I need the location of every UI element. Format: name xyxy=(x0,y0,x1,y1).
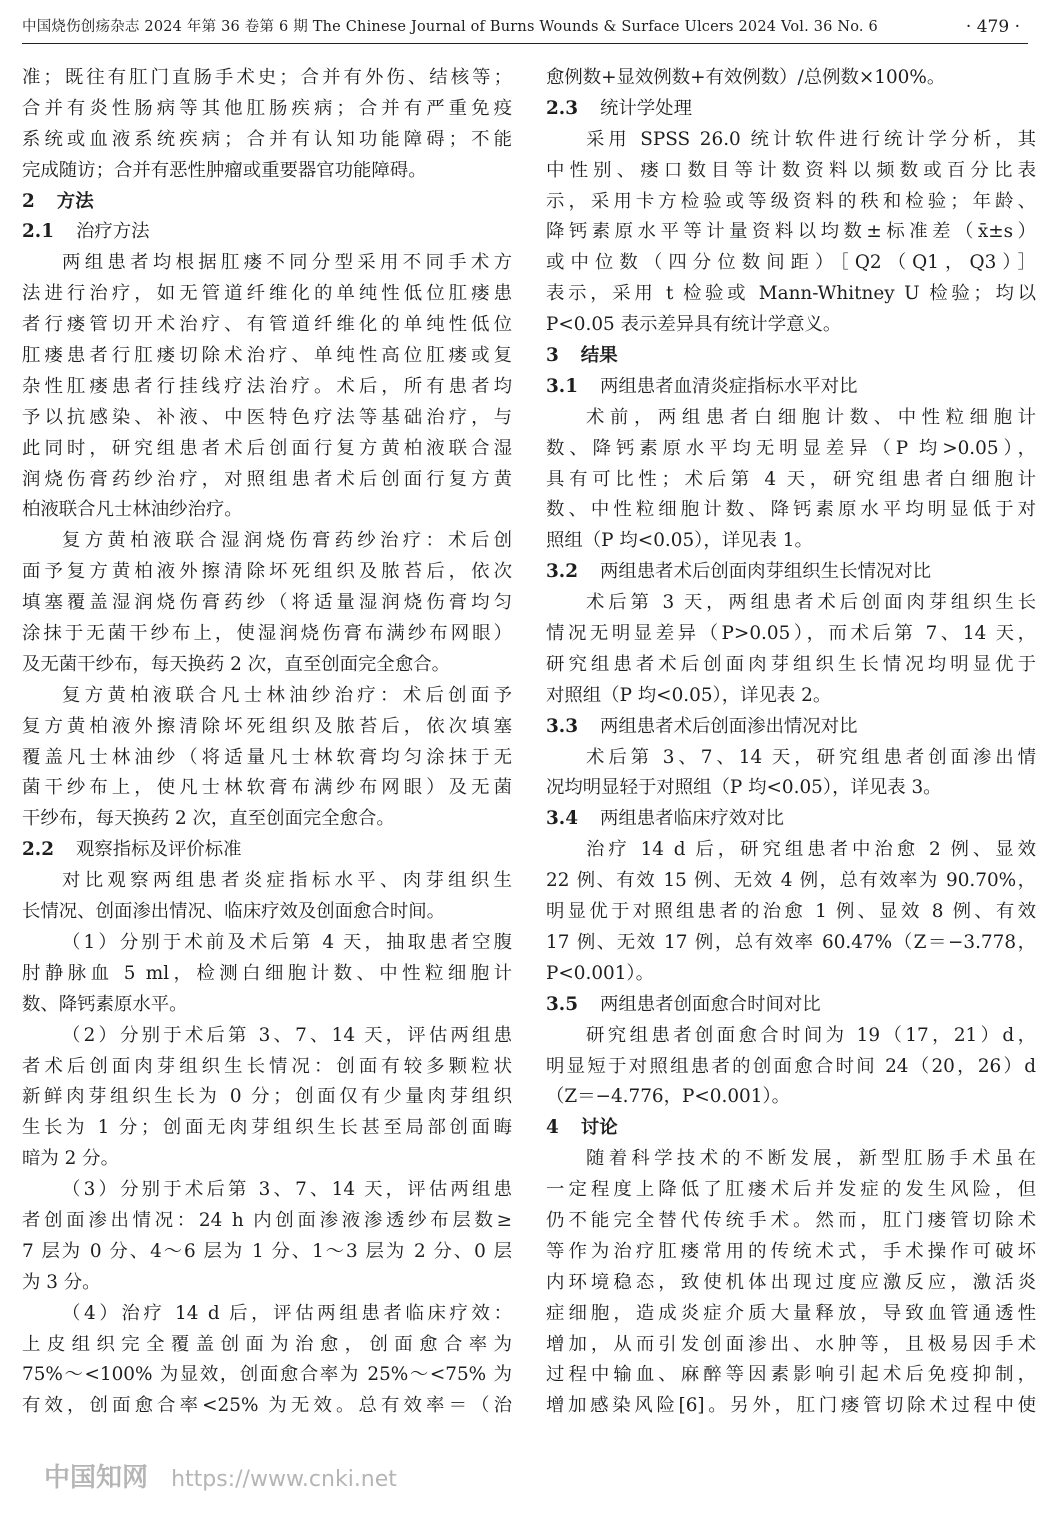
text-line: 等作为治疗肛瘘常用的传统术式，手术操作可破坏 xyxy=(546,1240,1036,1262)
text-line: 一定程度上降低了肛瘘术后并发症的发生风险，但 xyxy=(546,1179,1036,1201)
text-line: 新鲜肉芽组织生长为 0 分；创面仅有少量肉芽组织 xyxy=(22,1086,512,1108)
text-line: 完成随访；合并有恶性肿瘤或重要器官功能障碍。 xyxy=(22,159,427,181)
text-line: 上皮组织完全覆盖创面为治愈，创面愈合率为 xyxy=(22,1333,512,1355)
text-line: 对照组（P 均<0.05），详见表 2。 xyxy=(546,684,832,706)
text-line: 系统或血液系统疾病；合并有认知功能障碍；不能 xyxy=(22,128,512,150)
subsection-heading xyxy=(546,94,1036,125)
heading-number: 4 xyxy=(546,1117,559,1139)
journal-running-head: 中国烧伤创疡杂志 2024 年第 36 卷第 6 期 The Chinese Journal of Burns Wounds & Surface Ulcers 2024 Vol. 36 No. 6 xyxy=(22,19,878,35)
text-line: 增加，从而引发创面渗出、水肿等，且极易因手术 xyxy=(546,1333,1036,1355)
text-line: 愈例数+显效例数+有效例数）/总例数×100%。 xyxy=(546,67,946,88)
text-line: 及无菌干纱布，每天换药 2 次，直至创面完全愈合。 xyxy=(22,653,450,675)
text-line: 复方黄柏液联合凡士林油纱治疗：术后创面予 xyxy=(62,684,512,706)
text-line: 暗为 2 分。 xyxy=(22,1148,119,1170)
heading-number: 3.5 xyxy=(546,993,578,1015)
text-line: 内环境稳态，致使机体出现过度应激反应，激活炎 xyxy=(546,1271,1036,1293)
text-line: 合并有炎性肠病等其他肛肠疾病；合并有严重免疫 xyxy=(22,97,512,119)
text-line: 者行瘘管切开术治疗、有管道纤维化的单纯性低位 xyxy=(22,314,512,336)
text-line: （1）分别于术前及术后第 4 天，抽取患者空腹 xyxy=(62,931,512,953)
heading-text: 两组患者创面愈合时间对比 xyxy=(600,993,821,1015)
text-line: 者创面渗出情况：24 h 内创面渗液渗透纱布层数≥ xyxy=(22,1209,512,1231)
text-line: 复方黄柏液联合湿润烧伤膏药纱治疗：术后创 xyxy=(62,530,512,552)
text-line: 明显短于对照组患者的创面愈合时间 24（20，26）d xyxy=(546,1055,1036,1077)
heading-text: 结果 xyxy=(580,345,618,367)
text-line: 术后第 3 天，两组患者术后创面肉芽组织生长 xyxy=(586,592,1036,614)
text-line: （Z＝−4.776，P<0.001）。 xyxy=(546,1086,791,1108)
text-line: 或中位数（四分位数间距）［Q2（Q1，Q3）］ xyxy=(546,252,1036,274)
text-line: 研究组患者创面愈合时间为 19（17，21）d， xyxy=(586,1024,1036,1046)
heading-number: 2.2 xyxy=(22,839,54,861)
subsection-heading xyxy=(546,804,1036,835)
text-line: P<0.001）。 xyxy=(546,962,655,984)
heading-number: 3.2 xyxy=(546,561,578,583)
text-line: 予以抗感染、补液、中医特色疗法等基础治疗，与 xyxy=(22,406,512,428)
running-header xyxy=(22,10,1028,44)
text-line: 采用 SPSS 26.0 统计软件进行统计学分析，其 xyxy=(586,128,1036,150)
heading-number: 2.3 xyxy=(546,97,578,119)
heading-text: 两组患者术后创面渗出情况对比 xyxy=(600,715,858,737)
text-line: 中性别、瘘口数目等计数资料以频数或百分比表 xyxy=(546,159,1036,181)
text-line: 22 例、有效 15 例、无效 4 例，总有效率为 90.70%， xyxy=(546,870,1036,892)
heading-number: 3 xyxy=(546,345,559,367)
page-number: · 479 · xyxy=(965,17,1020,37)
heading-text: 统计学处理 xyxy=(600,97,692,119)
text-line: 法进行治疗，如无管道纤维化的单纯性低位肛瘘患 xyxy=(22,283,512,305)
text-line: 覆盖凡士林油纱（将适量凡士林软膏均匀涂抹于无 xyxy=(22,746,512,768)
text-line: 仍不能完全替代传统手术。然而，肛门瘘管切除术 xyxy=(546,1209,1036,1231)
text-line: 具有可比性；术后第 4 天，研究组患者白细胞计 xyxy=(546,468,1036,490)
heading-text: 讨论 xyxy=(580,1117,618,1139)
text-line: 为 3 分。 xyxy=(22,1271,101,1293)
text-line: 准；既往有肛门直肠手术史；合并有外伤、结核等； xyxy=(22,67,512,88)
text-line: 有效，创面愈合率<25% 为无效。总有效率＝（治 xyxy=(22,1395,512,1417)
text-line: 杂性肛瘘患者行挂线疗法治疗。术后，所有患者均 xyxy=(22,375,512,397)
text-line: （3）分别于术后第 3、7、14 天，评估两组患 xyxy=(62,1179,512,1201)
text-line: 面予复方黄柏液外擦清除坏死组织及脓苔后，依次 xyxy=(22,561,512,583)
text-line: 随着科学技术的不断发展，新型肛肠手术虽在 xyxy=(586,1148,1036,1170)
text-line: 17 例、无效 17 例，总有效率 60.47%（Z＝−3.778， xyxy=(546,931,1036,953)
heading-number: 3.4 xyxy=(546,808,578,830)
heading-text: 两组患者血清炎症指标水平对比 xyxy=(600,375,858,397)
subsection-heading xyxy=(22,835,512,866)
text-line: 术前，两组患者白细胞计数、中性粒细胞计 xyxy=(586,406,1036,428)
text-line: 长情况、创面渗出情况、临床疗效及创面愈合时间。 xyxy=(22,901,445,923)
text-line: 生长为 1 分；创面无肉芽组织生长甚至局部创面晦 xyxy=(22,1117,512,1139)
text-line: 过程中输血、麻醉等因素影响引起术后免疫抑制， xyxy=(546,1364,1036,1386)
right-text-column xyxy=(546,63,1036,1422)
heading-text: 两组患者临床疗效对比 xyxy=(600,808,784,830)
text-line: 对比观察两组患者炎症指标水平、肉芽组织生 xyxy=(62,870,512,892)
text-line: 干纱布，每天换药 2 次，直至创面完全愈合。 xyxy=(22,808,395,830)
text-line: 填塞覆盖湿润烧伤膏药纱（将适量湿润烧伤膏均匀 xyxy=(22,592,512,614)
subsection-heading xyxy=(22,217,512,248)
text-line: （2）分别于术后第 3、7、14 天，评估两组患 xyxy=(62,1024,512,1046)
text-line: 示，采用卡方检验或等级资料的秩和检验；年龄、 xyxy=(546,190,1036,212)
heading-number: 2 xyxy=(22,190,35,212)
text-line: 数、降钙素原水平均无明显差异（P 均>0.05）， xyxy=(546,437,1036,459)
text-line: 症细胞，造成炎症介质大量释放，导致血管通透性 xyxy=(546,1302,1036,1324)
text-line: 情况无明显差异（P>0.05），而术后第 7、14 天， xyxy=(546,623,1036,645)
text-line: 复方黄柏液外擦清除坏死组织及脓苔后，依次填塞 xyxy=(22,715,512,737)
heading-text: 方法 xyxy=(56,190,94,212)
heading-text: 两组患者术后创面肉芽组织生长情况对比 xyxy=(600,561,932,583)
subsection-heading xyxy=(546,372,1036,403)
text-line: 肘静脉血 5 ml，检测白细胞计数、中性粒细胞计 xyxy=(22,962,512,984)
text-line: 涂抹于无菌干纱布上，使湿润烧伤膏布满纱布网眼） xyxy=(22,623,512,645)
text-line: 照组（P 均<0.05），详见表 1。 xyxy=(546,530,813,552)
heading-number: 3.1 xyxy=(546,375,578,397)
text-line: P<0.05 表示差异具有统计学意义。 xyxy=(546,314,842,336)
text-line: 明显优于对照组患者的治愈 1 例、显效 8 例、有效 xyxy=(546,901,1036,923)
text-line: 术后第 3、7、14 天，研究组患者创面渗出情 xyxy=(586,746,1036,768)
text-line: （4）治疗 14 d 后，评估两组患者临床疗效： xyxy=(62,1302,512,1324)
heading-text: 治疗方法 xyxy=(76,221,150,243)
text-line: 7 层为 0 分、4～6 层为 1 分、1～3 层为 2 分、0 层 xyxy=(22,1240,512,1262)
heading-number: 3.3 xyxy=(546,715,578,737)
text-line: 治疗 14 d 后，研究组患者中治愈 2 例、显效 xyxy=(586,839,1036,861)
text-line: 肛瘘患者行肛瘘切除术治疗、单纯性高位肛瘘或复 xyxy=(22,345,512,367)
text-line: 润烧伤膏药纱治疗，对照组患者术后创面行复方黄 xyxy=(22,468,512,490)
text-line: 者术后创面肉芽组织生长情况：创面有较多颗粒状 xyxy=(22,1055,512,1077)
watermark-url: https://www.cnki.net xyxy=(171,1467,397,1492)
left-text-column xyxy=(22,63,512,1422)
cnki-watermark xyxy=(44,1458,397,1498)
text-line: 75%～<100% 为显效，创面愈合率为 25%～<75% 为 xyxy=(22,1364,512,1386)
heading-number: 2.1 xyxy=(22,221,54,243)
text-line: 数、降钙素原水平。 xyxy=(22,993,188,1015)
text-line: 研究组患者术后创面肉芽组织生长情况均明显优于 xyxy=(546,653,1036,675)
text-line: 降钙素原水平等计量资料以均数±标准差（x̄±s） xyxy=(546,221,1036,243)
text-line: 此同时，研究组患者术后创面行复方黄柏液联合湿 xyxy=(22,437,512,459)
text-line: 况均明显轻于对照组（P 均<0.05），详见表 3。 xyxy=(546,777,942,799)
text-line: 两组患者均根据肛瘘不同分型采用不同手术方 xyxy=(62,252,512,274)
text-line: 数、中性粒细胞计数、降钙素原水平均明显低于对 xyxy=(546,499,1036,521)
subsection-heading xyxy=(546,990,1036,1021)
section-heading xyxy=(546,341,1036,372)
text-line: 表示，采用 t 检验或 Mann-Whitney U 检验；均以 xyxy=(546,283,1036,305)
subsection-heading xyxy=(546,712,1036,743)
section-heading xyxy=(546,1113,1036,1144)
text-line: 增加感染风险[6]。另外，肛门瘘管切除术过程中使 xyxy=(546,1395,1036,1417)
subsection-heading xyxy=(546,557,1036,588)
text-line: 柏液联合凡士林油纱治疗。 xyxy=(22,499,243,521)
watermark-name: 中国知网 xyxy=(44,1463,149,1493)
heading-text: 观察指标及评价标准 xyxy=(76,839,242,861)
section-heading xyxy=(22,187,512,218)
text-line: 菌干纱布上，使凡士林软膏布满纱布网眼）及无菌 xyxy=(22,777,512,799)
